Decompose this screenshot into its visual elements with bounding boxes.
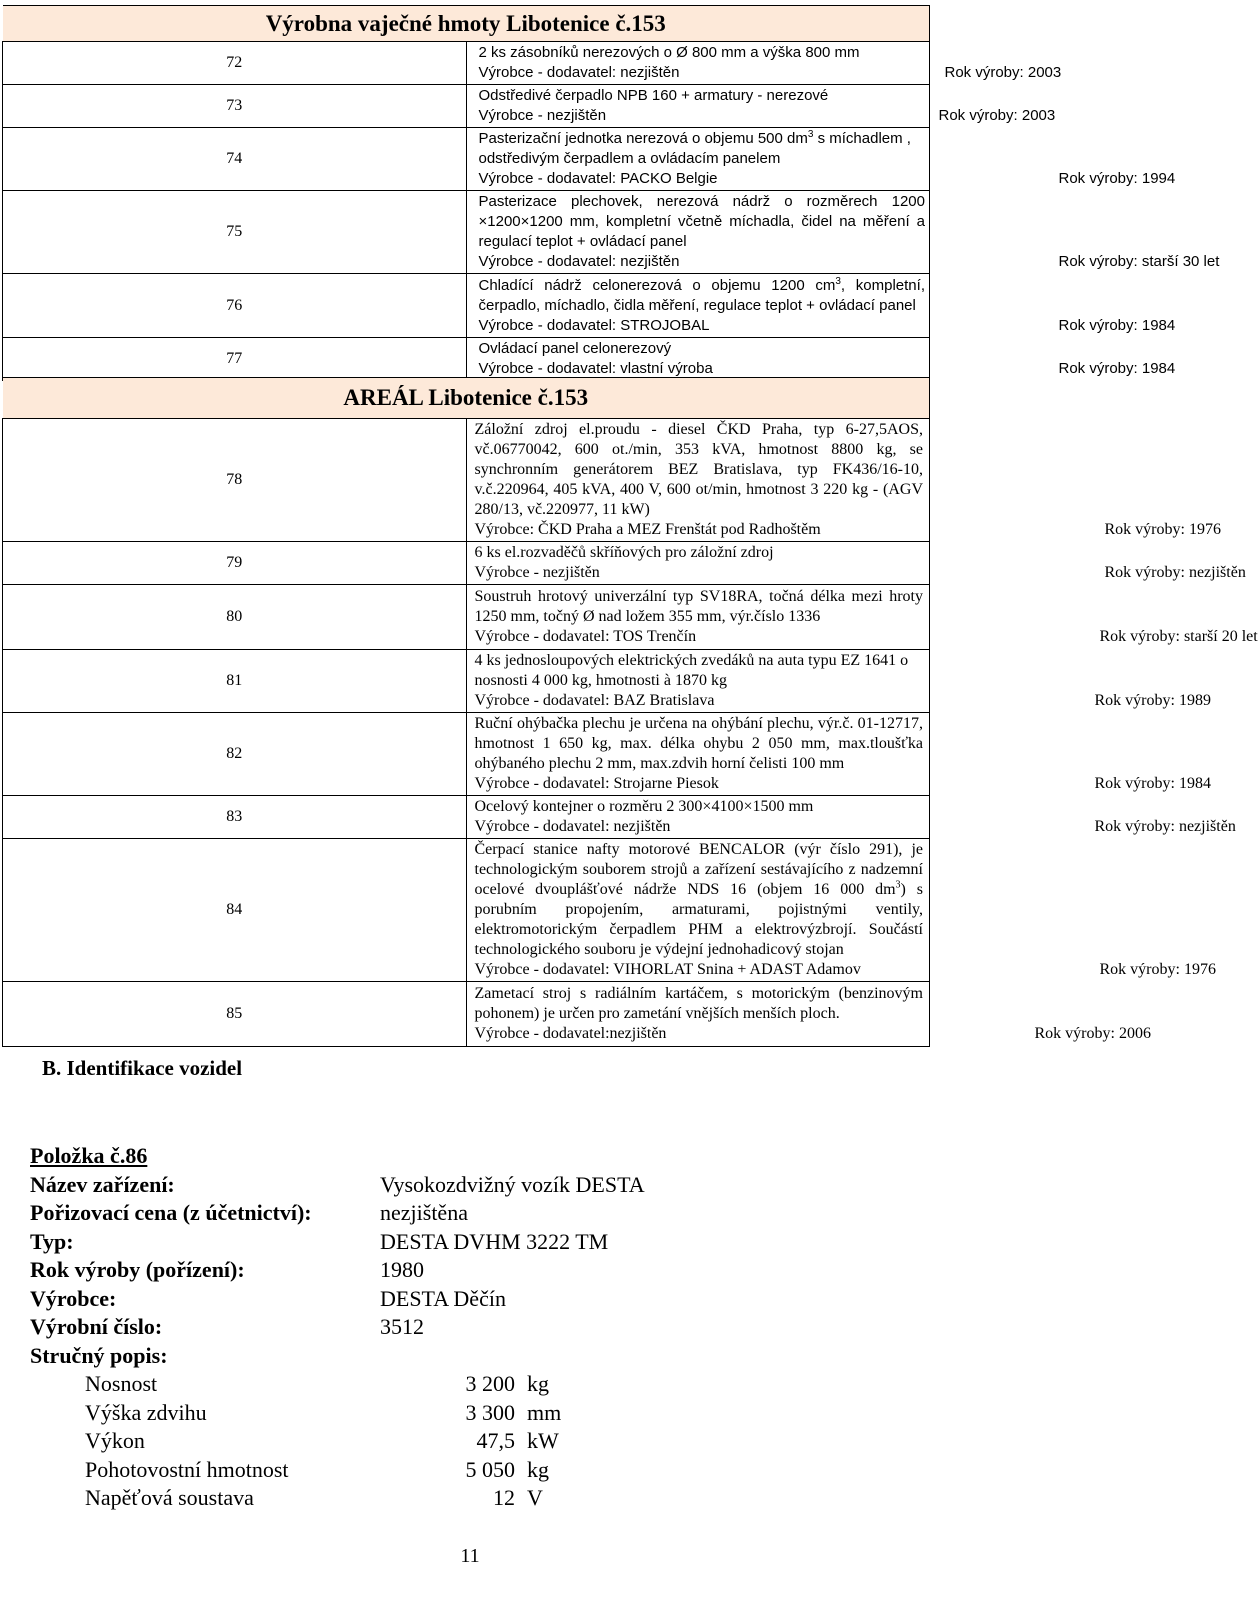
description-text: ) s porubním propojením, armaturami, pojistnými ventily, elektromotorickým čerpadlem PHM a elektrovýzbrojí. Součástí technologického souboru je výdejní jednohadicový stojan [474,881,923,958]
row-description [466,796,1236,839]
row-description [466,274,1176,338]
table-row [3,542,930,585]
row-description [466,191,1220,274]
row-description [466,839,1216,982]
line-text: 6 ks el.rozvaděčů skříňových pro záložní zdroj [474,544,774,561]
year-text: Rok výroby: 2003 [944,64,1062,81]
page-number: 11 [460,1545,480,1567]
superscript: 3 [835,275,841,287]
row-number: 72 [3,42,467,85]
line-text: Ocelový kontejner o rozměru 2 300×4100×1500 mm [474,798,814,815]
row-number: 81 [3,650,467,713]
manufacturer-text: Výrobce - dodavatel: STROJOBAL [478,316,710,334]
manufacturer-text: Výrobce - dodavatel: Strojarne Piesok [474,775,719,792]
table-header: AREÁL Libotenice č.153 [3,378,930,419]
line-text: s míchadlem , odstředivým čerpadlem a ovládacím panelem [478,130,911,167]
field-value: Vysokozdvižný vozík DESTA [380,1171,645,1197]
row-number: 73 [3,85,467,128]
line-text: 2 ks zásobníků nerezových o Ø 800 mm a výška 800 mm [478,44,860,61]
spec-label: Pohotovostní hmotnost [85,1456,289,1482]
spec-unit: V [527,1485,543,1510]
superscript: 3 [807,129,814,140]
row-description [466,542,1246,585]
row-description [466,42,1062,85]
line-text: Pasterizační jednotka nerezová o objemu 500 dm [478,130,808,147]
vehicle-item [30,1142,930,1513]
description-label: Stručný popis: [30,1342,168,1368]
year-text: Rok výroby: 1976 [1099,961,1216,978]
year-text: Rok výroby: starší 30 let [1058,253,1220,270]
spec-row [30,1370,930,1399]
manufacturer-text: Výrobce - dodavatel: nezjištěn [478,64,680,81]
field-label: Výrobní číslo: [30,1314,163,1339]
year-text: Rok výroby: nezjištěn [1104,564,1246,581]
field-value: DESTA DVHM 3222 TM [380,1228,609,1254]
field-row [30,1199,930,1228]
line-text: Ovládací panel celonerezový [478,340,672,357]
superscript: 3 [895,879,901,891]
spec-label: Výška zdvihu [85,1399,207,1425]
table-row [3,274,930,338]
row-description [466,713,1211,796]
table-row [3,982,930,1047]
table-row [3,713,930,796]
spec-value: 3 300 [465,1399,515,1425]
field-row [30,1171,930,1200]
manufacturer-text: Výrobce - dodavatel: nezjištěn [474,818,671,835]
equipment-table-vyrobna [2,5,1220,381]
description-text: , kompletní, čerpadlo, míchadlo, čidla měření, regulace teplot + ovládací panel [478,276,925,314]
field-value: 3512 [380,1314,424,1339]
spec-row [30,1456,930,1485]
row-description [466,982,1151,1047]
year-text: Rok výroby: starší 20 let [1099,628,1258,645]
spec-value: 12 [493,1485,515,1510]
manufacturer-text: Výrobce - dodavatel: vlastní výroba [478,360,713,377]
spec-row [30,1484,930,1513]
row-number: 83 [3,796,467,839]
year-text: Rok výroby: 1984 [1058,360,1176,377]
field-value: nezjištěna [380,1200,468,1225]
spec-unit: kg [527,1456,549,1482]
row-number: 85 [3,982,467,1047]
equipment-table-areal [2,377,1258,1047]
table-row [3,650,930,713]
row-number: 79 [3,542,467,585]
table-row [3,191,930,274]
year-text: Rok výroby: 1984 [1094,775,1211,792]
row-description [466,585,1258,650]
table-row [3,128,930,191]
year-text: Rok výroby: 1994 [1058,170,1176,187]
description-text: Zametací stroj s radiálním kartáčem, s motorickým (benzinovým pohonem) je určen pro zametání vnějších menších ploch. [474,985,923,1022]
row-number: 80 [3,585,467,650]
table-row [3,42,930,85]
spec-value: 47,5 [476,1428,515,1453]
year-text: Rok výroby: 1989 [1094,692,1211,709]
manufacturer-text: Výrobce: ČKD Praha a MEZ Frenštát pod Radhoštěm [474,521,821,538]
description-text: Čerpací stanice nafty motorové BENCALOR (výr číslo 291), je technologickým souborem strojů a zařízení sestávajícího z nadzemní ocelové dvouplášťové nádrže NDS 16 (objem 16 000 dm [474,841,923,898]
table-row [3,839,930,982]
year-text: Rok výroby: 2003 [938,107,1056,124]
manufacturer-text: Výrobce - dodavatel: BAZ Bratislava [474,692,715,709]
description-text: Ruční ohýbačka plechu je určena na ohýbání plechu, výr.č. 01-12717, hmotnost 1 650 kg, max. délka ohybu 2 050 mm, max.tloušťka ohýbaného plechu 2 mm, max.zdvih horní čelisti 100 mm [474,715,923,772]
field-label: Název zařízení: [30,1171,175,1197]
table-row [3,585,930,650]
item-title: Položka č.86 [30,1143,148,1168]
table-row [3,419,930,542]
row-description [466,338,1176,381]
row-number: 76 [3,274,467,338]
year-text: Rok výroby: 1984 [1058,316,1176,334]
field-label: Typ: [30,1228,74,1254]
row-description [466,419,1221,542]
spec-label: Výkon [85,1428,145,1453]
table-row [3,338,930,381]
table-header: Výrobna vaječné hmoty Libotenice č.153 [3,6,930,42]
section-title: B. Identifikace vozidel [42,1056,243,1080]
description-text: Záložní zdroj el.proudu - diesel ČKD Praha, typ 6-27,5AOS, vč.06770042, 600 ot./min, 353 kVA, hmotnost 8800 kg, se synchronním generátorem BEZ Bratislava, typ FK436/16-10, v.č.220964, 405 kVA, 400 V, 600 ot/min, hmotnost 3 220 kg - (AGV 280/13, vč.220977, 11 kW) [474,421,923,518]
table-row [3,85,930,128]
spec-unit: kW [527,1428,559,1453]
year-text: Rok výroby: nezjištěn [1094,818,1236,835]
row-number: 82 [3,713,467,796]
row-description [466,85,1056,128]
year-text: Rok výroby: 2006 [1034,1025,1151,1042]
row-number: 75 [3,191,467,274]
manufacturer-text: Výrobce - dodavatel: nezjištěn [478,253,680,270]
spec-label: Nosnost [85,1371,158,1396]
spec-row [30,1427,930,1456]
spec-unit: mm [527,1399,562,1425]
spec-value: 5 050 [465,1456,515,1482]
field-label: Rok výroby (pořízení): [30,1257,245,1282]
field-value: DESTA Děčín [380,1285,506,1311]
row-number: 78 [3,419,467,542]
description-text: Pasterizace plechovek, nerezová nádrž o rozměrech 1200 ×1200×1200 mm, kompletní včetně míchadla, čidel na měření a regulací teplot + ovládací panel [478,193,925,250]
field-value: 1980 [380,1257,424,1282]
row-number: 74 [3,128,467,191]
manufacturer-text: Výrobce - dodavatel: VIHORLAT Snina + ADAST Adamov [474,961,861,978]
field-row [30,1285,930,1314]
field-label: Výrobce: [30,1285,117,1311]
description-text: Soustruh hrotový univerzální typ SV18RA, točná délka mezi hroty 1250 mm, točný Ø nad ložem 355 mm, výr.číslo 1336 [474,588,923,625]
line-text: 4 ks jednosloupových elektrických zvedáků na auta typu EZ 1641 o nosnosti 4 000 kg, hmotnosti à 1870 kg [474,652,909,689]
manufacturer-text: Výrobce - dodavatel: PACKO Belgie [478,170,718,187]
spec-row [30,1399,930,1428]
field-row [30,1228,930,1257]
spec-unit: kg [527,1371,549,1396]
spec-label: Napěťová soustava [85,1485,254,1510]
field-row [30,1313,930,1342]
manufacturer-text: Výrobce - nezjištěn [474,564,600,581]
row-description [466,650,1211,713]
line-text: Odstředivé čerpadlo NPB 160 + armatury - nerezové [478,87,829,104]
manufacturer-text: Výrobce - nezjištěn [478,107,607,124]
field-row [30,1256,930,1285]
row-description [466,128,1176,191]
table-row [3,796,930,839]
year-text: Rok výroby: 1976 [1104,521,1221,538]
description-text: Chladící nádrž celonerezová o objemu 1200 cm [478,276,836,294]
manufacturer-text: Výrobce - dodavatel: TOS Trenčín [474,628,697,645]
row-number: 84 [3,839,467,982]
field-label: Pořizovací cena (z účetnictví): [30,1200,312,1225]
spec-value: 3 200 [465,1371,515,1396]
manufacturer-text: Výrobce - dodavatel:nezjištěn [474,1025,667,1042]
row-number: 77 [3,338,467,381]
